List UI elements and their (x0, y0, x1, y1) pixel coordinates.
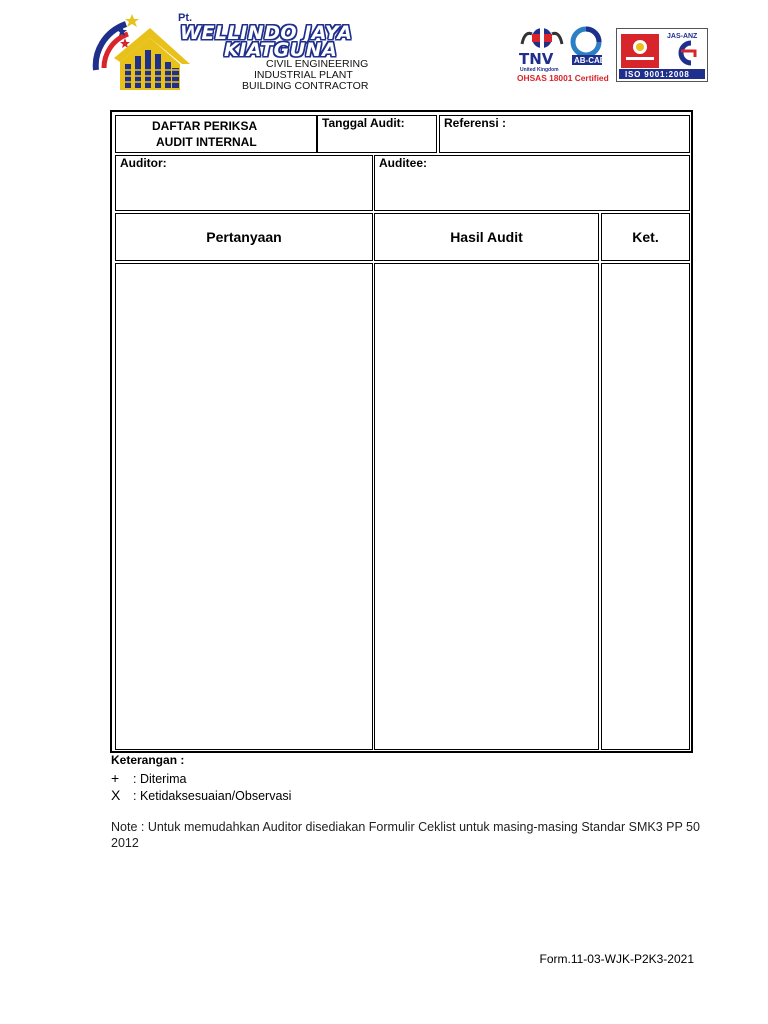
company-tagline-1: CIVIL ENGINEERING (266, 58, 369, 70)
hasil-audit-column-body[interactable] (374, 263, 599, 750)
tnv-brand-text: TNV (519, 50, 554, 68)
legend-title: Keterangan : (111, 753, 185, 767)
abcab-text: AB-CAB (574, 56, 606, 65)
legend-item-accepted-text: : Diterima (133, 772, 187, 786)
iso-certification-logo (616, 28, 708, 82)
ohsas-standard-text: OHSAS 18001 Certified (517, 73, 609, 83)
referensi-field[interactable] (439, 115, 690, 153)
hasil-audit-header: Hasil Audit (450, 229, 523, 245)
x-icon: X (111, 787, 121, 803)
form-title-cell (115, 115, 317, 153)
form-note: Note : Untuk memudahkan Auditor disediakan Formulir Ceklist untuk masing-masing Standar SMK3 PP 50 2012 (111, 820, 700, 850)
auditee-field[interactable] (374, 155, 690, 211)
company-name-line1: WELLINDO JAYA (180, 22, 353, 44)
auditee-label: Auditee: (379, 156, 427, 170)
ket-column-body[interactable] (601, 263, 690, 750)
legend-item-nonconformity-text: : Ketidaksesuaian/Observasi (133, 789, 292, 803)
legend-item-accepted (111, 770, 186, 786)
company-name-line2: KIATGUNA (224, 39, 338, 61)
tnv-sub-text: United Kingdom (520, 67, 559, 73)
pertanyaan-header-cell (115, 213, 373, 261)
form-code: Form.11-03-WJK-P2K3-2021 (539, 952, 694, 966)
ohsas-certification-logo (516, 24, 612, 84)
hasil-audit-header-cell (374, 213, 599, 261)
auditor-label: Auditor: (120, 156, 167, 170)
referensi-label: Referensi : (444, 116, 507, 130)
ket-header: Ket. (632, 229, 659, 245)
form-title-line2: AUDIT INTERNAL (156, 135, 257, 149)
legend-item-nonconformity (111, 787, 291, 803)
company-tagline-3: BUILDING CONTRACTOR (242, 80, 369, 92)
ket-header-cell (601, 213, 690, 261)
auditor-field[interactable] (115, 155, 373, 211)
company-prefix: Pt. (178, 12, 193, 24)
form-title-line1: DAFTAR PERIKSA (152, 119, 258, 133)
tanggal-audit-label: Tanggal Audit: (322, 116, 405, 130)
company-logo-mark (92, 12, 192, 92)
pertanyaan-column-body[interactable] (115, 263, 373, 750)
company-tagline-2: INDUSTRIAL PLANT (254, 69, 353, 81)
tanggal-audit-field[interactable] (317, 115, 437, 153)
pertanyaan-header: Pertanyaan (206, 229, 282, 245)
plus-icon: + (111, 770, 120, 786)
audit-checklist-form (110, 110, 693, 753)
jasanz-text: JAS-ANZ (667, 33, 698, 40)
iso-standard-text: ISO 9001:2008 (625, 70, 690, 79)
